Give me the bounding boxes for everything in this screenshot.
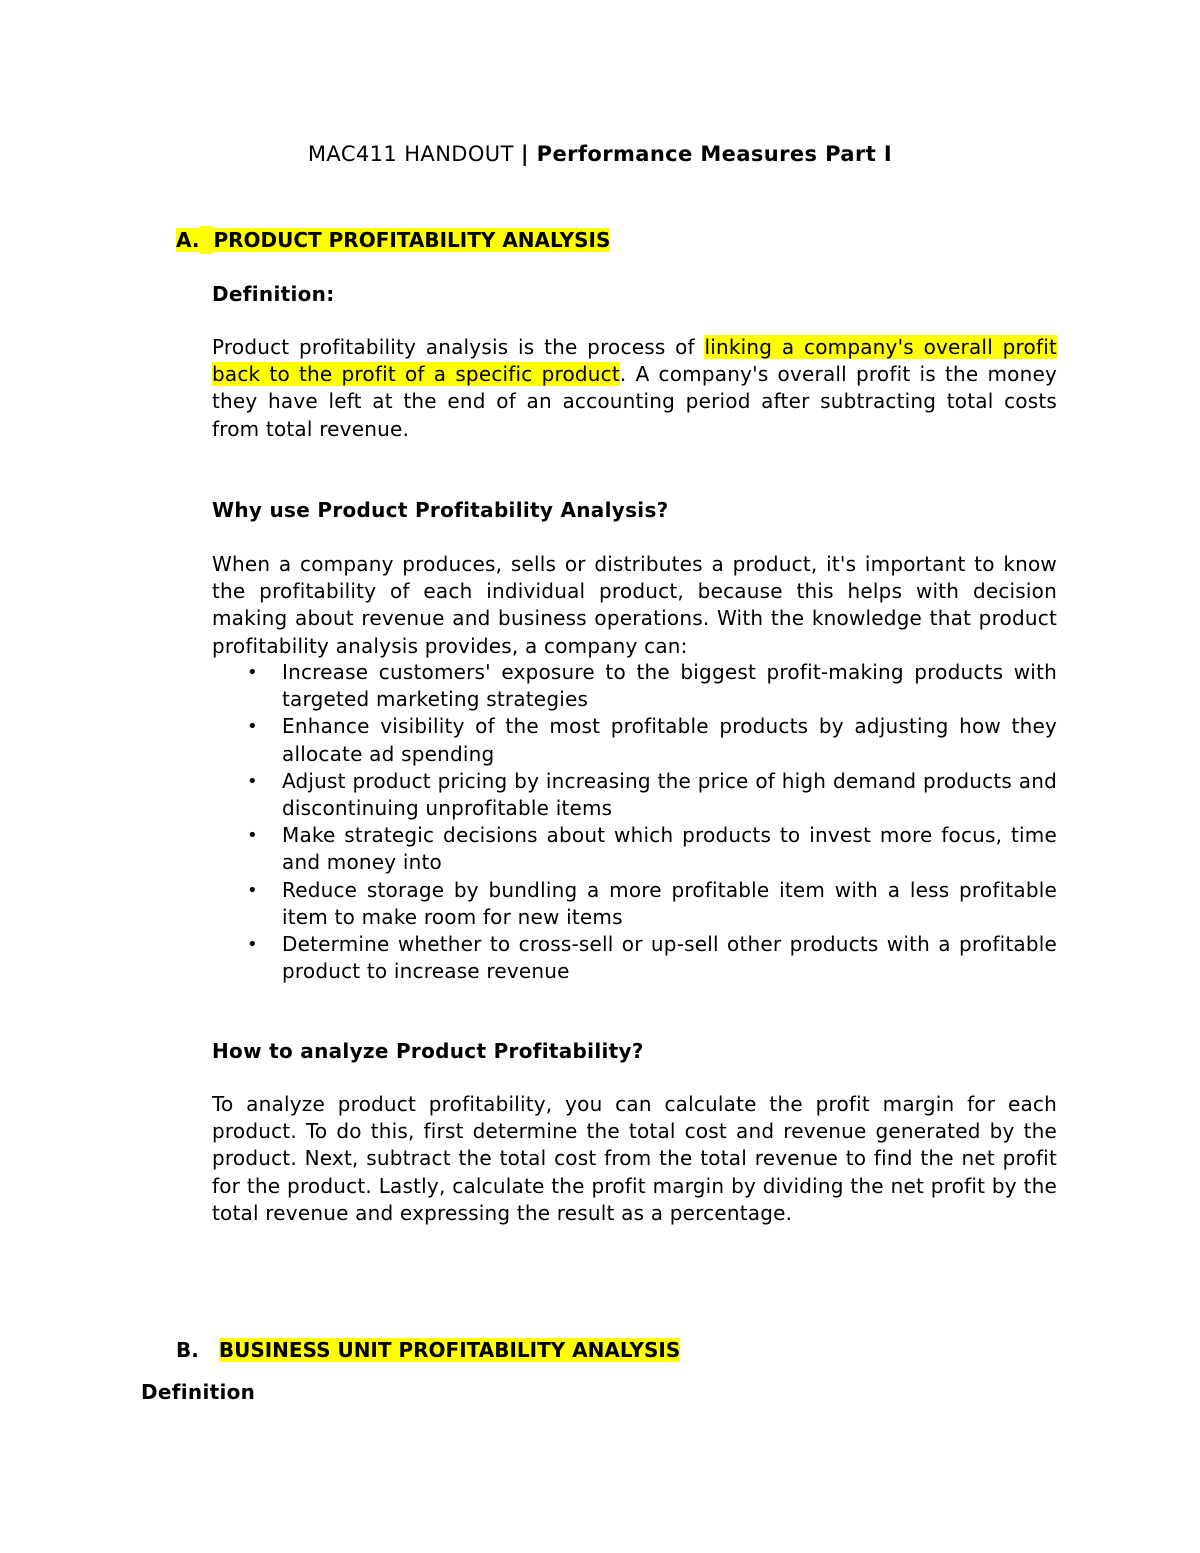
list-item [212, 822, 1057, 876]
list-item [212, 768, 1057, 822]
section-a-definition-paragraph [212, 334, 1057, 443]
bullet-icon: • [247, 716, 258, 738]
section-a-letter: A. [176, 228, 200, 252]
list-item [212, 713, 1057, 767]
section-a-heading [176, 226, 610, 254]
section-b-definition-label: Definition [141, 1380, 256, 1404]
section-b-title: BUSINESS UNIT PROFITABILITY ANALYSIS [218, 1338, 681, 1362]
section-a-title: PRODUCT PROFITABILITY ANALYSIS [213, 228, 611, 252]
why-use-heading: Why use Product Profitability Analysis? [212, 498, 669, 522]
section-a-definition-label: Definition: [212, 282, 335, 306]
definition-highlighted-text: linking a company's overall profit back to the profit of a specific product [212, 335, 1057, 387]
list-item [212, 877, 1057, 931]
definition-text-start: Product profitability analysis is the process of [212, 335, 705, 359]
bullet-icon: • [247, 662, 258, 683]
bullet-icon: • [247, 934, 258, 956]
why-use-paragraph: When a company produces, sells or distributes a product, it's important to know the profitability of each individual product, because this helps with decision making about revenue and business operations. With the knowledge that product profitability analysis provides, a company can: [212, 552, 1057, 658]
list-item-text: Determine whether to cross-sell or up-sell other products with a profitable product to increase revenue [282, 932, 1057, 984]
list-item-text: Make strategic decisions about which products to invest more focus, time and money into [282, 823, 1057, 875]
section-b-letter: B. [176, 1338, 199, 1362]
how-to-paragraph: To analyze product profitability, you can calculate the profit margin for each product. To do this, first determine the total cost and revenue generated by the product. Next, subtract the total cost from the total revenue to find the net profit for the product. Lastly, calculate the profit margin by dividing the net profit by the total revenue and expressing the result as a percentage. [212, 1092, 1057, 1225]
benefits-list [212, 659, 1057, 985]
list-item [212, 659, 1057, 713]
bullet-icon: • [247, 825, 258, 847]
section-a-gap [199, 226, 213, 254]
document-title-subject: | Performance Measures Part I [520, 142, 893, 166]
list-item-text: Reduce storage by bundling a more profitable item with a less profitable item to make room for new items [282, 877, 1057, 929]
bullet-icon: • [247, 879, 258, 901]
bullet-icon: • [247, 770, 258, 792]
how-to-heading: How to analyze Product Profitability? [212, 1039, 644, 1063]
list-item [212, 931, 1057, 985]
list-item-text: Increase customers' exposure to the biggest profit-making products with targeted marketing strategies [282, 660, 1057, 712]
document-title [0, 140, 1200, 168]
list-item-text: Adjust product pricing by increasing the price of high demand products and discontinuing unprofitable items [282, 768, 1057, 821]
document-title-course: MAC411 HANDOUT [307, 142, 521, 166]
section-b-heading [176, 1336, 680, 1364]
definition-text-end: . A company's overall profit is the money they have left at the end of an accounting period after subtracting total costs from total revenue. [212, 362, 1057, 441]
list-item-text: Enhance visibility of the most profitable products by adjusting how they allocate ad spending [282, 714, 1057, 766]
